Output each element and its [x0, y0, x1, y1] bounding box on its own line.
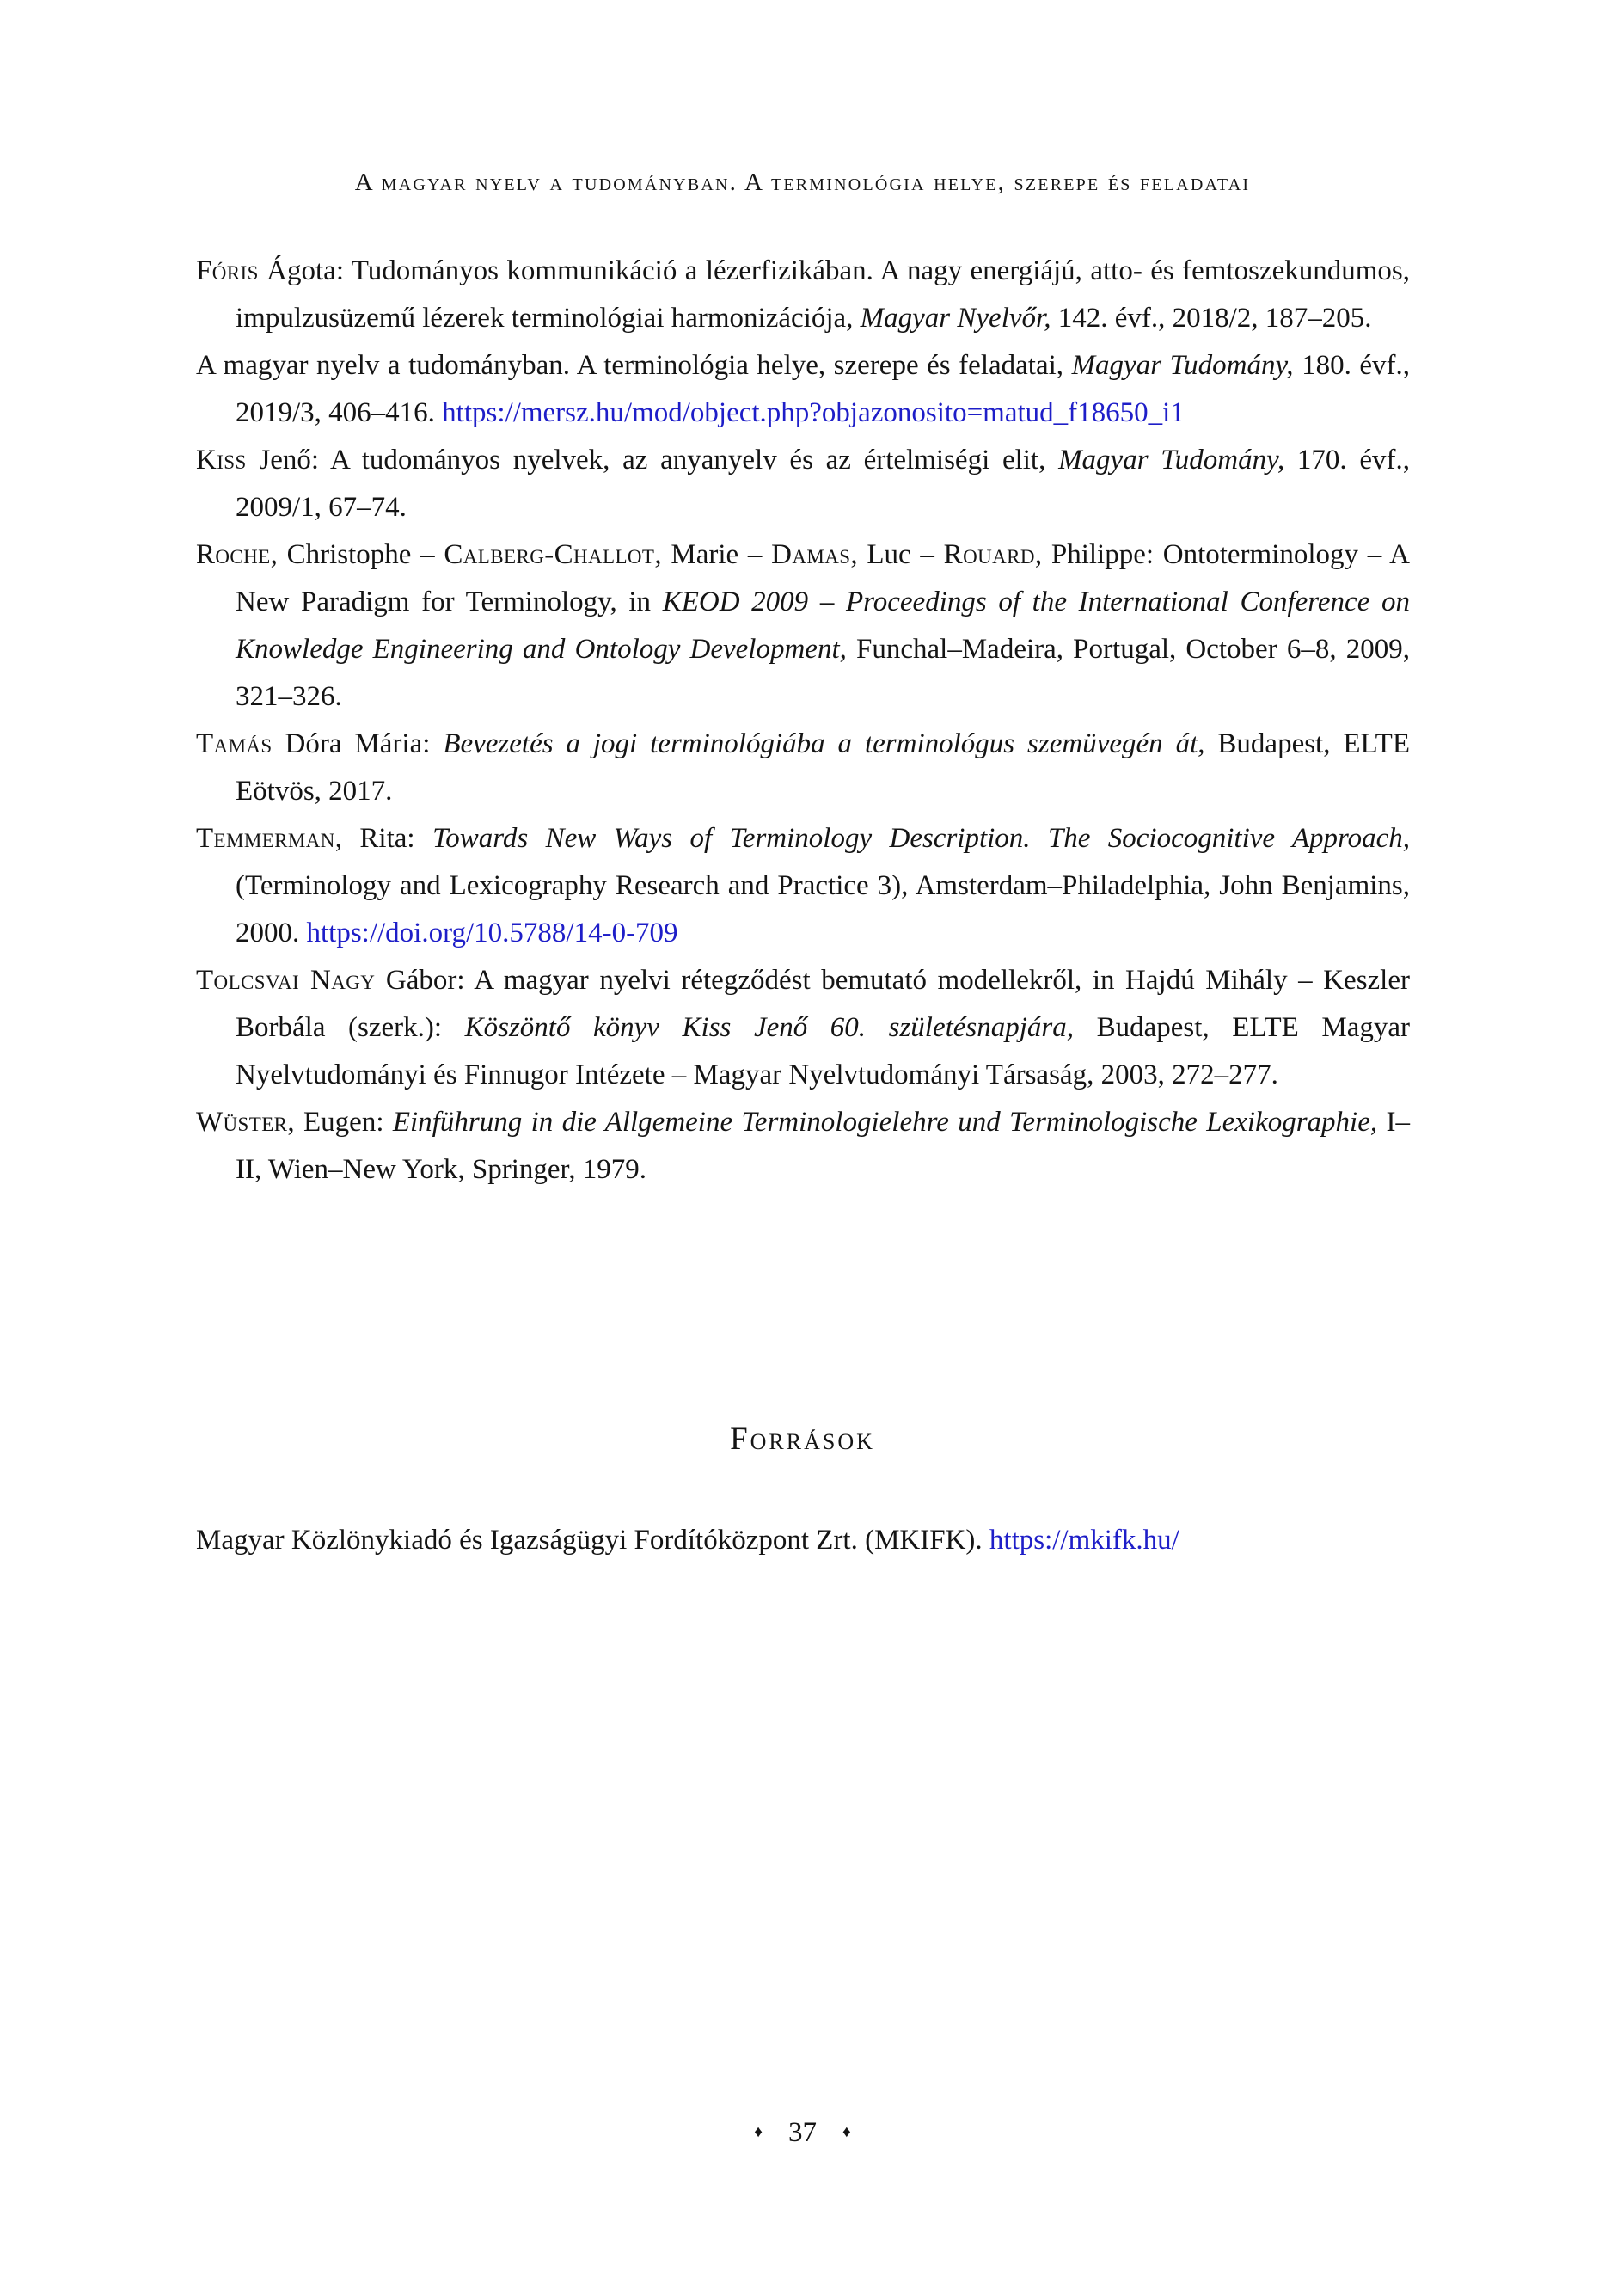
author-name: Fóris [196, 255, 259, 286]
work-title: Magyar Tudomány, [1058, 445, 1285, 476]
author-name: Kiss [196, 445, 247, 476]
work-title: Bevezetés a jogi terminológiába a terminológus szemüvegén át, [443, 728, 1205, 759]
reference-text: Magyar Közlönykiadó és Igazságügyi Fordítóközpont Zrt. (MKIFK). [196, 1525, 989, 1556]
running-header: A magyar nyelv a tudományban. A terminológia helye, szerepe és feladatai [354, 169, 1251, 196]
sources-heading: Források [730, 1421, 875, 1457]
reference-text: 170. évf., 2009/1, 67–74. [236, 445, 1411, 523]
author-name: Calberg-Challot [444, 539, 655, 570]
author-name: Rouard [943, 539, 1035, 570]
reference-entry [196, 721, 1410, 815]
reference-entry [196, 531, 1410, 721]
reference-text: , Luc – [850, 539, 944, 570]
reference-text: Ágota: Tudományos kommunikáció a lézerfizikában. A nagy energiájú, atto- és femtoszekundumos, impulzusüzemű lézerek terminológiai harmonizációja, [236, 255, 1410, 334]
reference-text: , Christophe – [270, 539, 444, 570]
references-list [196, 248, 1410, 1194]
reference-text: Budapest, ELTE Magyar Nyelvtudományi és Finnugor Intézete – Magyar Nyelvtudományi Társaság, 2003, 272–277. [236, 1012, 1410, 1090]
work-title: KEOD 2009 – Proceedings of the International Conference on Knowledge Engineering and Ontology Development, [236, 586, 1410, 665]
reference-text: (Terminology and Lexicography Research and Practice 3), Amsterdam–Philadelphia, John Benjamins, 2000. [236, 870, 1410, 948]
source-entry [196, 1517, 1410, 1564]
reference-text: I–II, Wien–New York, Springer, 1979. [236, 1107, 1410, 1185]
reference-text: , Eugen: [287, 1107, 393, 1138]
work-title: Magyar Nyelvőr, [860, 303, 1051, 334]
reference-entry [196, 342, 1410, 437]
page-number: 37 [788, 2117, 817, 2148]
reference-text: 180. évf., 2019/3, 406–416. [236, 350, 1411, 428]
author-name: Damas [771, 539, 851, 570]
reference-link[interactable]: https://doi.org/10.5788/14-0-709 [306, 918, 678, 948]
author-name: Wüster [196, 1107, 288, 1138]
reference-link[interactable]: https://mersz.hu/mod/object.php?objazonosito=matud_f18650_i1 [442, 397, 1185, 428]
author-name: Temmerman [196, 823, 335, 854]
reference-entry [196, 248, 1410, 342]
author-name: Tamás [196, 728, 273, 759]
reference-text: Dóra Mária: [272, 728, 444, 759]
footer-diamond-left-icon: ♦ [754, 2123, 763, 2141]
work-title: Köszöntő könyv Kiss Jenő 60. születésnapjára, [464, 1012, 1075, 1043]
reference-entry [196, 957, 1410, 1099]
reference-link[interactable]: https://mkifk.hu/ [989, 1525, 1179, 1556]
work-title: Einführung in die Allgemeine Terminologielehre und Terminologische Lexikographie, [392, 1107, 1378, 1138]
sources-list [196, 1517, 1410, 1564]
reference-entry [196, 437, 1410, 531]
reference-text: , Marie – [654, 539, 772, 570]
work-title: Magyar Tudomány, [1071, 350, 1294, 381]
reference-text: Funchal–Madeira, Portugal, October 6–8, 2009, 321–326. [236, 634, 1410, 712]
reference-text: 142. évf., 2018/2, 187–205. [1051, 303, 1372, 334]
page-footer [0, 2117, 1605, 2149]
footer-diamond-right-icon: ♦ [842, 2123, 851, 2141]
reference-text: Gábor: A magyar nyelvi rétegződést bemutató modellekről, in Hajdú Mihály – Keszler Borbála (szerk.): [236, 965, 1410, 1043]
author-name: Roche [196, 539, 271, 570]
work-title: Towards New Ways of Terminology Description. The Sociocognitive Approach, [432, 823, 1410, 854]
reference-text: Jenő: A tudományos nyelvek, az anyanyelv és az értelmiségi elit, [246, 445, 1059, 476]
author-name: Tolcsvai Nagy [196, 965, 376, 996]
reference-text: Budapest, ELTE Eötvös, 2017. [236, 728, 1410, 807]
reference-text: A magyar nyelv a tudományban. A terminológia helye, szerepe és feladatai, [196, 350, 1072, 381]
reference-text: , Rita: [334, 823, 432, 854]
reference-entry [196, 1099, 1410, 1194]
reference-entry [196, 815, 1410, 957]
reference-text: , Philippe: Ontoterminology – A New Paradigm for Terminology, in [236, 539, 1411, 617]
